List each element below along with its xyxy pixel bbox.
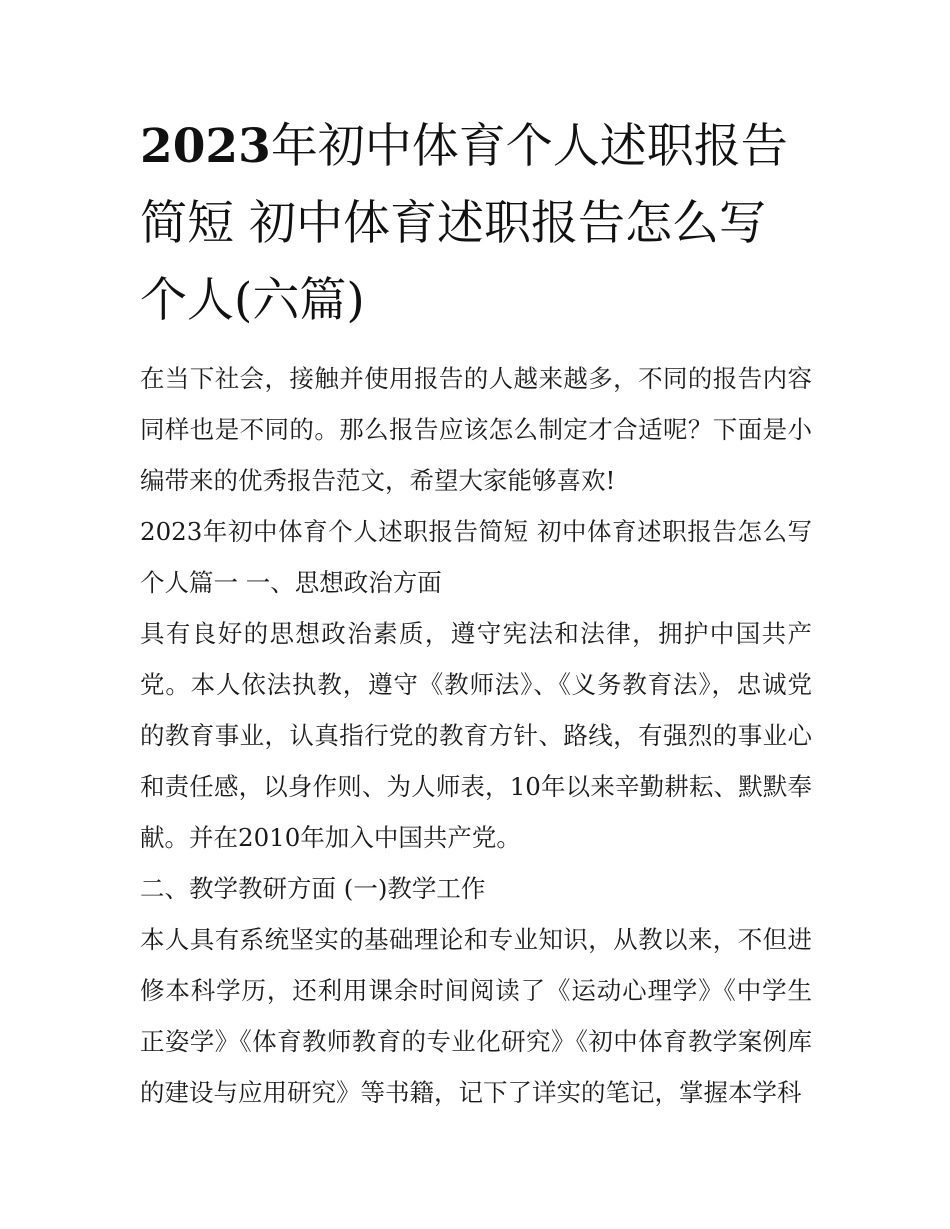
body-paragraph-2: 本人具有系统坚实的基础理论和专业知识，从教以来，不但进修本科学历，还利用课余时间阅读了《运动心理学》《中学生正姿学》《体育教师教育的专业化研究》《初中体育教学案例库的建设与应用研究》等书籍，记下了详实的笔记，掌握本学科 [140, 925, 812, 1107]
document-body [140, 108, 812, 1118]
section-heading-1: 2023年初中体育个人述职报告简短 初中体育述职报告怎么写个人篇一 一、思想政治方面 [140, 517, 812, 597]
title-text: 年初中体育个人述职报告简短 初中体育述职报告怎么写个人(六篇) [140, 119, 788, 328]
document-title [140, 108, 812, 339]
title-year: 2023 [140, 119, 271, 174]
intro-paragraph: 在当下社会，接触并使用报告的人越来越多，不同的报告内容同样也是不同的。那么报告应该怎么制定才合适呢？下面是小编带来的优秀报告范文，希望大家能够喜欢! [140, 364, 812, 495]
body-paragraph-1: 具有良好的思想政治素质，遵守宪法和法律，拥护中国共产党。本人依法执教，遵守《教师法》、《义务教育法》，忠诚党的教育事业，认真指行党的教育方针、路线，有强烈的事业心和责任感，以身作则、为人师表，10年以来辛勤耕耘、默默奉献。并在2010年加入中国共产党。 [140, 619, 812, 852]
section-heading-2: 二、教学教研方面 (一)教学工作 [140, 874, 486, 903]
